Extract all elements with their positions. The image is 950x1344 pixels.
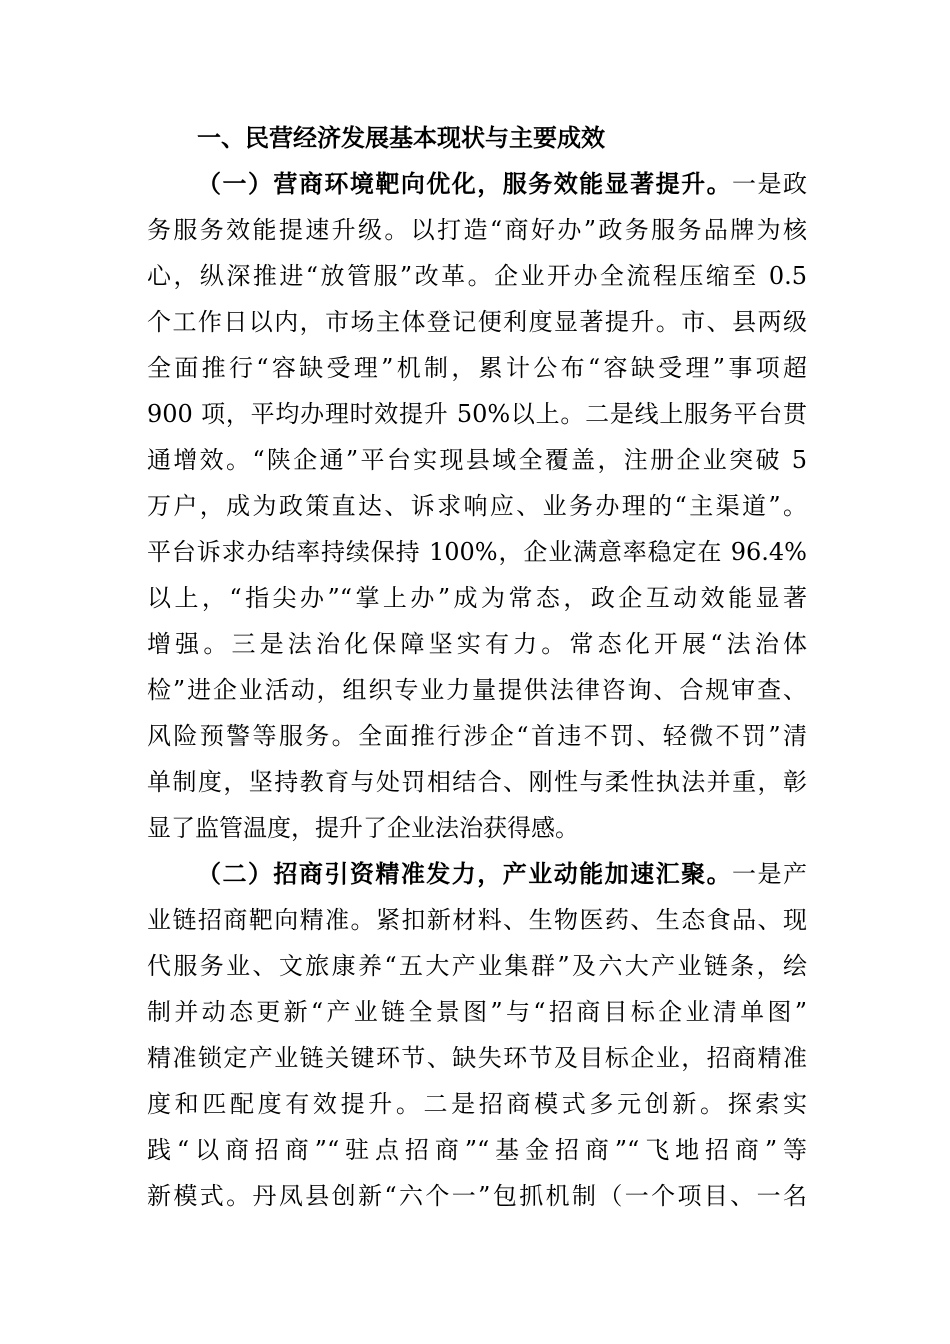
paragraph-2-line: 精准锁定产业链关键环节、缺失环节及目标企业，招商精准: [147, 1044, 807, 1072]
paragraph-1-line: 万户，成为政策直达、诉求响应、业务办理的“主渠道”。: [147, 492, 807, 520]
paragraph-1-line: 风险预警等服务。全面推行涉企“首违不罚、轻微不罚”清: [147, 722, 807, 750]
paragraph-1-line: 一是政: [732, 170, 808, 198]
paragraph-1-line: 个工作日以内，市场主体登记便利度显著提升。市、县两级: [147, 308, 807, 336]
paragraph-2-subheading: （二）招商引资精准发力，产业动能加速汇聚。: [197, 859, 733, 888]
paragraph-1-line: 显了监管温度，提升了企业法治获得感。: [147, 814, 579, 842]
paragraph-1-line: 全面推行“容缺受理”机制，累计公布“容缺受理”事项超: [147, 354, 807, 382]
paragraph-2-first-line: [197, 856, 807, 892]
paragraph-1-line: 平台诉求办结率持续保持 100%，企业满意率稳定在 96.4%: [147, 538, 807, 566]
paragraph-2-line: 代服务业、文旅康养“五大产业集群”及六大产业链条，绘: [147, 952, 807, 980]
paragraph-1-line: 检”进企业活动，组织专业力量提供法律咨询、合规审查、: [147, 676, 807, 704]
paragraph-1-line: 心，纵深推进“放管服”改革。企业开办全流程压缩至 0.5: [147, 262, 807, 290]
paragraph-2-line: 践“以商招商”“驻点招商”“基金招商”“飞地招商”等: [147, 1136, 807, 1164]
paragraph-2-line: 一是产: [732, 860, 808, 888]
paragraph-1-first-line: [197, 166, 807, 202]
paragraph-2-line: 业链招商靶向精准。紧扣新材料、生物医药、生态食品、现: [147, 906, 807, 934]
paragraph-1-line: 900 项，平均办理时效提升 50%以上。二是线上服务平台贯: [147, 400, 807, 428]
paragraph-1-line: 单制度，坚持教育与处罚相结合、刚性与柔性执法并重，彰: [147, 768, 807, 796]
paragraph-1-line: 通增效。“陕企通”平台实现县域全覆盖，注册企业突破 5: [147, 446, 807, 474]
paragraph-1-line: 以上，“指尖办”“掌上办”成为常态，政企互动效能显著: [147, 584, 807, 612]
paragraph-2-line: 度和匹配度有效提升。二是招商模式多元创新。探索实: [147, 1090, 807, 1118]
paragraph-1-line: 增强。三是法治化保障坚实有力。常态化开展“法治体: [147, 630, 807, 658]
paragraph-2-line: 制并动态更新“产业链全景图”与“招商目标企业清单图”: [147, 998, 807, 1026]
paragraph-1-line: 务服务效能提速升级。以打造“商好办”政务服务品牌为核: [147, 216, 807, 244]
paragraph-1-subheading: （一）营商环境靶向优化，服务效能显著提升。: [197, 169, 733, 198]
section-heading: 一、民营经济发展基本现状与主要成效: [197, 124, 605, 152]
paragraph-2-line: 新模式。丹凤县创新“六个一”包抓机制（一个项目、一名: [147, 1182, 807, 1210]
